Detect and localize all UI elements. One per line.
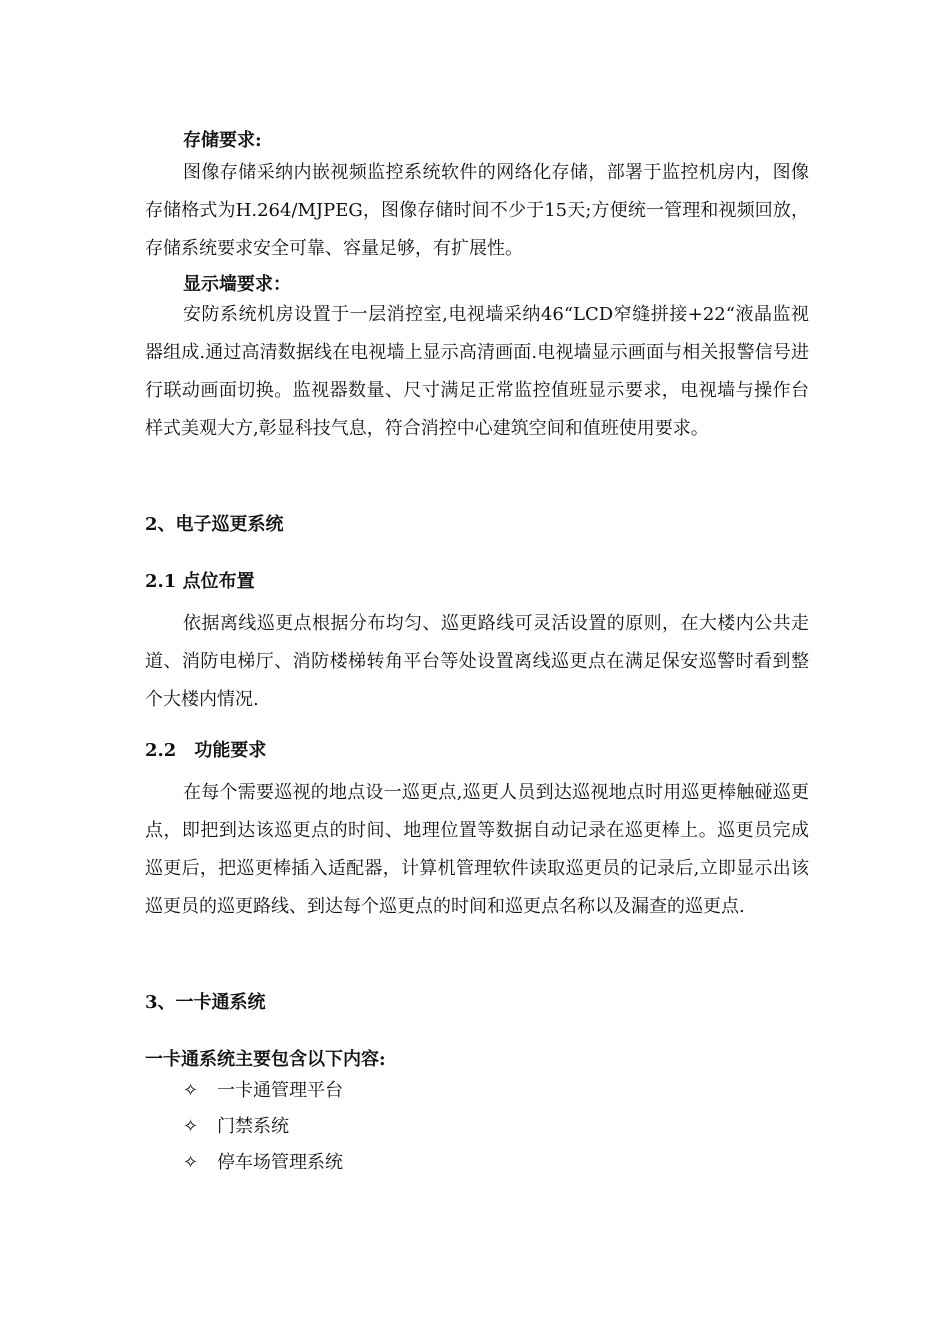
section-2-1-title: 2.1 点位布置 [145, 571, 255, 592]
diamond-bullet-icon: ✧ [183, 1152, 199, 1173]
list-item-label: 停车场管理系统 [217, 1152, 343, 1173]
storage-paragraph: 图像存储采纳内嵌视频监控系统软件的网络化存储，部署于监控机房内，图像存储格式为H.264/MJPEG，图像存储时间不少于15天;方便统一管理和视频回放，存储系统要求安全可靠、容量足够，有扩展性。 [145, 162, 809, 259]
display-heading: 显示墙要求： [183, 274, 291, 295]
diamond-bullet-icon: ✧ [183, 1116, 199, 1137]
section-2-title: 2、电子巡更系统 [145, 514, 284, 535]
section-3-title: 3、一卡通系统 [145, 992, 266, 1013]
diamond-bullet-icon: ✧ [183, 1080, 199, 1101]
display-paragraph: 安防系统机房设置于一层消控室,电视墙采纳46“LCD窄缝拼接+22“液晶监视器组成.通过高清数据线在电视墙上显示高清画面.电视墙显示画面与相关报警信号进行联动画面切换。监视器数量、尺寸满足正常监控值班显示要求，电视墙与操作台样式美观大方,彰显科技气息，符合消控中心建筑空间和值班使用要求。 [145, 304, 809, 439]
section-2-2-paragraph: 在每个需要巡视的地点设一巡更点,巡更人员到达巡视地点时用巡更棒触碰巡更点，即把到达该巡更点的时间、地理位置等数据自动记录在巡更棒上。巡更员完成巡更后，把巡更棒插入适配器，计算机管理软件读取巡更员的记录后,立即显示出该巡更员的巡更路线、到达每个巡更点的时间和巡更点名称以及漏查的巡更点. [145, 782, 809, 917]
section-2-1-paragraph: 依据离线巡更点根据分布均匀、巡更路线可灵活设置的原则，在大楼内公共走道、消防电梯厅、消防楼梯转角平台等处设置离线巡更点在满足保安巡警时看到整个大楼内情况. [145, 613, 809, 710]
section-2-2-title: 2.2 功能要求 [145, 740, 267, 761]
list-item-label: 门禁系统 [217, 1116, 289, 1137]
list-item [183, 1079, 343, 1103]
list-item [183, 1115, 289, 1139]
storage-heading: 存储要求: [183, 130, 262, 151]
section-3-intro: 一卡通系统主要包含以下内容: [145, 1049, 386, 1070]
list-item-label: 一卡通管理平台 [217, 1080, 343, 1101]
list-item [183, 1151, 343, 1175]
